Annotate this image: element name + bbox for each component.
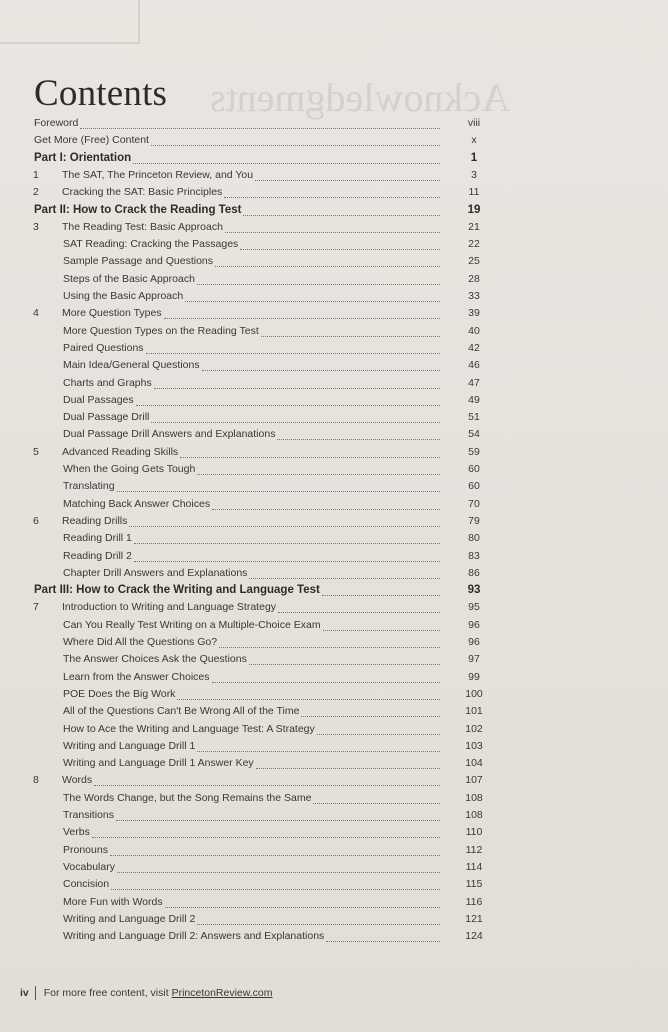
toc-leader-dots <box>164 301 440 319</box>
toc-entry-label: Transitions <box>63 809 114 821</box>
toc-page-number: 108 <box>465 809 483 821</box>
toc-page-number: 39 <box>468 307 480 320</box>
toc-entry-label: Dual Passage Drill Answers and Explanations <box>63 428 276 441</box>
toc-entry-label: The Words Change, but the Song Remains the Same <box>63 791 312 804</box>
toc-page-number: 22 <box>468 238 480 251</box>
toc-leader-dots <box>197 734 440 752</box>
toc-entry-label: Verbs <box>63 826 90 839</box>
toc-page-number: 86 <box>468 566 480 579</box>
toc-leader-dots <box>129 509 440 527</box>
toc-entry-label: Part III: How to Crack the Writing and Language Test <box>34 584 320 597</box>
footer-divider <box>35 986 36 1000</box>
toc-entry-label: Get More (Free) Content <box>34 134 149 147</box>
toc-entry-label: Dual Passage Drill <box>63 411 150 424</box>
toc-leader-dots <box>212 665 440 683</box>
toc-entry-label: Concision <box>63 878 110 891</box>
toc-entry-label: More Question Types <box>62 307 162 320</box>
toc-page-number: 19 <box>467 203 481 216</box>
toc-entry-label: More Question Types on the Reading Test <box>63 324 259 337</box>
toc-page-number: 115 <box>465 878 483 891</box>
toc-entry-label: When the Going Gets Tough <box>63 463 196 475</box>
toc-leader-dots <box>80 111 440 129</box>
toc-page-number: 59 <box>468 445 480 458</box>
toc-page-number: 96 <box>468 618 480 631</box>
toc-entry-label: Main Idea/General Questions <box>63 359 200 372</box>
toc-entry-label: Part I: Orientation <box>34 151 132 164</box>
toc-row <box>0 928 668 945</box>
toc-page-number: 3 <box>471 168 477 181</box>
toc-entry-label: SAT Reading: Cracking the Passages <box>63 238 239 251</box>
toc-leader-dots <box>134 544 440 562</box>
toc-leader-dots <box>278 595 440 613</box>
toc-leader-dots <box>133 146 440 164</box>
toc-page-number: 112 <box>465 843 483 856</box>
toc-entry-label: Paired Questions <box>63 341 144 354</box>
toc-page-number: 46 <box>468 359 480 372</box>
toc-entry-label: Introduction to Writing and Language Strategy <box>62 601 277 614</box>
toc-page-number: 1 <box>470 151 478 164</box>
toc-page-number: 51 <box>468 411 480 424</box>
toc-entry-label: The Reading Test: Basic Approach <box>62 220 223 233</box>
toc-leader-dots <box>255 163 440 181</box>
toc-page-number: 108 <box>465 791 483 804</box>
toc-page-number: 80 <box>468 532 480 545</box>
toc-leader-dots <box>256 751 440 769</box>
toc-page-number: 96 <box>468 636 480 648</box>
toc-page-number: 114 <box>465 860 483 873</box>
toc-page-number: x <box>471 134 477 147</box>
toc-leader-dots <box>154 371 440 389</box>
toc-page-number: 21 <box>468 220 480 233</box>
toc-leader-dots <box>224 180 440 198</box>
toc-page-number: 102 <box>465 722 483 735</box>
toc-entry-label: Dual Passages <box>63 393 134 406</box>
toc-page-number: 101 <box>465 705 483 718</box>
toc-entry-label: Reading Drill 2 <box>63 549 132 562</box>
toc-entry-label: All of the Questions Can't Be Wrong All of the Time <box>63 705 300 718</box>
footer-page-number: iv <box>20 986 29 999</box>
toc-page-number: 33 <box>468 290 480 302</box>
toc-leader-dots <box>212 492 440 510</box>
bleed-through-frame <box>0 0 140 44</box>
toc-page-number: 49 <box>468 393 480 406</box>
toc-chapter-number: 2 <box>33 186 39 199</box>
toc-page-number: 116 <box>465 895 483 908</box>
toc-page-number: 107 <box>465 774 483 787</box>
toc-leader-dots <box>151 128 440 146</box>
toc-page-number: 70 <box>468 497 480 510</box>
toc-leader-dots <box>116 803 440 821</box>
toc-leader-dots <box>197 267 440 285</box>
toc-leader-dots <box>94 768 440 786</box>
toc-entry-label: POE Does the Big Work <box>63 687 176 700</box>
toc-entry-label: Reading Drill 1 <box>63 532 132 545</box>
toc-entry-label: Matching Back Answer Choices <box>63 497 211 510</box>
toc-entry-label: Vocabulary <box>63 860 115 873</box>
toc-leader-dots <box>301 699 440 717</box>
toc-entry-label: Foreword <box>34 117 79 129</box>
toc-leader-dots <box>202 353 440 371</box>
toc-chapter-number: 1 <box>33 168 39 181</box>
toc-entry-label: Charts and Graphs <box>63 376 152 389</box>
toc-entry-label: Reading Drills <box>62 514 128 527</box>
toc-leader-dots <box>322 578 440 596</box>
toc-entry-label: Chapter Drill Answers and Explanations <box>63 566 248 579</box>
toc-leader-dots <box>225 215 440 233</box>
toc-chapter-number: 4 <box>33 307 39 320</box>
toc-leader-dots <box>111 872 440 890</box>
toc-page-number: 99 <box>468 670 480 683</box>
page-title: Contents <box>34 73 168 114</box>
toc-leader-dots <box>219 630 440 648</box>
toc-chapter-number: 7 <box>33 601 39 614</box>
toc-chapter-number: 6 <box>33 514 39 527</box>
toc-page-number: 104 <box>465 757 483 770</box>
toc-chapter-number: 5 <box>33 445 39 458</box>
toc-entry-label: Steps of the Basic Approach <box>63 272 195 285</box>
toc-page-number: 103 <box>465 739 483 752</box>
toc-page-number: 79 <box>468 514 480 527</box>
toc-entry-label: Advanced Reading Skills <box>62 445 179 458</box>
toc-page-number: 93 <box>467 584 481 597</box>
toc-page-number: viii <box>467 117 481 129</box>
toc-page-number: 100 <box>465 687 483 700</box>
page-footer <box>20 986 273 1000</box>
toc-leader-dots <box>136 388 440 406</box>
toc-leader-dots <box>317 717 440 735</box>
toc-entry-label: Writing and Language Drill 2: Answers and Explanations <box>63 930 325 943</box>
toc-entry-label: More Fun with Words <box>63 895 163 908</box>
toc-page-number: 40 <box>468 324 480 337</box>
footer-link[interactable]: PrincetonReview.com <box>171 986 273 999</box>
toc-page-number: 60 <box>468 463 480 475</box>
toc-entry-label: Using the Basic Approach <box>63 290 184 302</box>
toc-entry-label: The SAT, The Princeton Review, and You <box>62 168 254 181</box>
toc-page-number: 124 <box>465 930 483 943</box>
toc-entry-label: How to Ace the Writing and Language Test: A Strategy <box>63 722 315 735</box>
toc-leader-dots <box>185 284 440 302</box>
toc-leader-dots <box>117 474 440 492</box>
toc-leader-dots <box>323 613 440 631</box>
toc-entry-label: Learn from the Answer Choices <box>63 670 210 683</box>
toc-entry-label: Pronouns <box>63 843 108 856</box>
toc-page-number: 11 <box>468 186 480 199</box>
toc-leader-dots <box>177 682 440 700</box>
toc-page-number: 25 <box>468 255 480 268</box>
toc-page-number: 54 <box>468 428 480 441</box>
toc-leader-dots <box>146 336 440 354</box>
bleed-through-heading: Acknowledgments <box>210 75 510 120</box>
toc-leader-dots <box>313 786 440 804</box>
toc-page-number: 95 <box>468 601 480 614</box>
toc-entry-label: Where Did All the Questions Go? <box>63 636 218 648</box>
toc-leader-dots <box>180 440 440 458</box>
toc-leader-dots <box>197 457 440 475</box>
toc-leader-dots <box>92 820 440 838</box>
toc-entry-label: Part II: How to Crack the Reading Test <box>34 203 242 216</box>
toc-entry-label: The Answer Choices Ask the Questions <box>63 653 247 666</box>
toc-page-number: 42 <box>468 341 480 354</box>
toc-leader-dots <box>277 422 440 440</box>
toc-entry-label: Sample Passage and Questions <box>63 255 214 268</box>
toc-page-number: 97 <box>468 653 480 666</box>
toc-leader-dots <box>197 907 440 925</box>
toc-leader-dots <box>261 319 440 337</box>
toc-leader-dots <box>151 405 440 423</box>
toc-entry-label: Words <box>62 774 93 787</box>
toc-entry-label: Can You Really Test Writing on a Multiple-Choice Exam <box>63 618 321 631</box>
toc-page-number: 47 <box>468 376 480 389</box>
toc-leader-dots <box>326 924 440 942</box>
toc-entry-label: Cracking the SAT: Basic Principles <box>62 186 223 199</box>
toc-leader-dots <box>215 249 440 267</box>
toc-page-number: 83 <box>468 549 480 562</box>
toc-entry-label: Translating <box>63 480 115 493</box>
footer-text: For more free content, visit <box>43 986 172 999</box>
toc-entry-label: Writing and Language Drill 2 <box>63 912 196 925</box>
toc-page-number: 121 <box>465 912 483 925</box>
toc-leader-dots <box>110 838 440 856</box>
toc-leader-dots <box>117 855 440 873</box>
toc-leader-dots <box>249 561 440 579</box>
toc-entry-label: Writing and Language Drill 1 <box>63 739 196 752</box>
toc-chapter-number: 8 <box>33 774 39 787</box>
toc-entry-label: Writing and Language Drill 1 Answer Key <box>63 757 254 770</box>
toc-leader-dots <box>134 526 440 544</box>
toc-leader-dots <box>249 647 440 665</box>
toc-page-number: 110 <box>465 826 483 839</box>
toc-leader-dots <box>165 890 440 908</box>
toc-page-number: 28 <box>468 272 480 285</box>
toc-page-number: 60 <box>468 480 480 493</box>
toc-leader-dots <box>243 198 440 216</box>
toc-chapter-number: 3 <box>33 220 39 233</box>
toc-leader-dots <box>240 232 440 250</box>
